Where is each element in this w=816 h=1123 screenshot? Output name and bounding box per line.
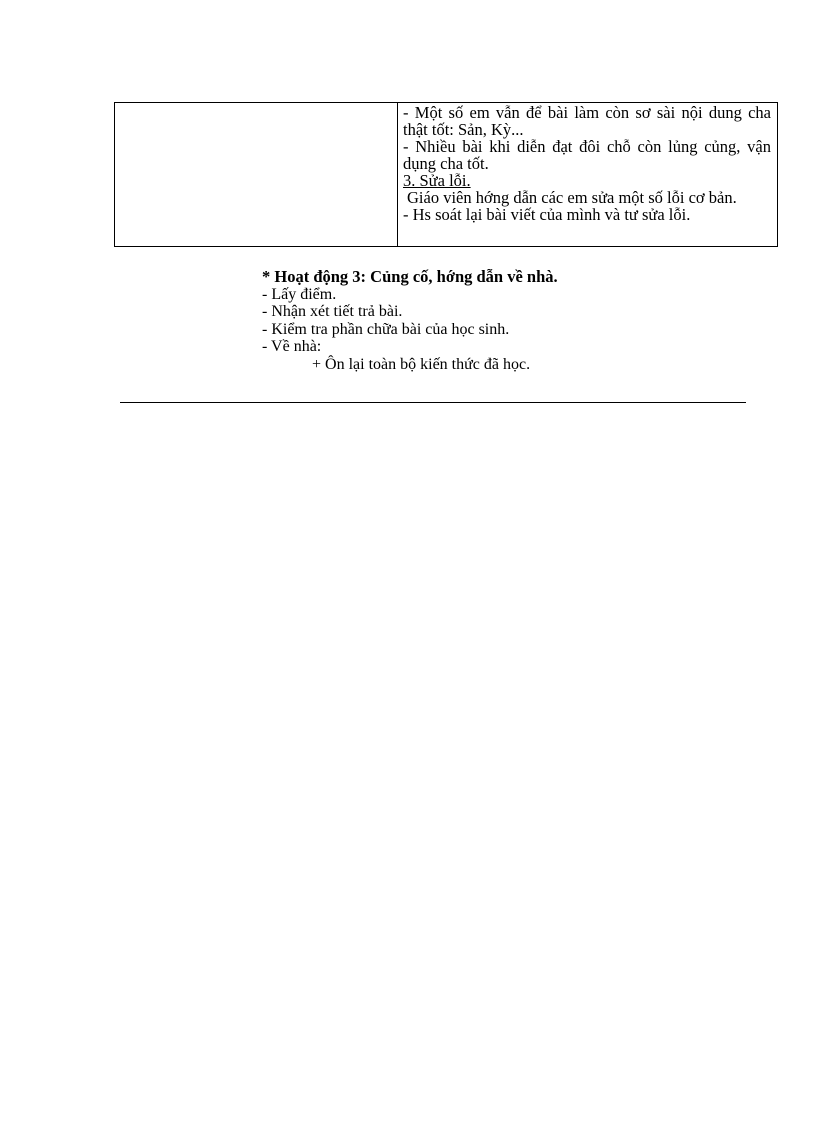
- activity-item-3: - Kiểm tra phần chữa bài của học sinh.: [262, 320, 510, 338]
- table-line-1: - Một số em vẫn để bài làm còn sơ sài nội dung cha thật tốt: Sản, Kỳ...: [403, 103, 771, 139]
- activity-item-1: - Lấy điểm.: [262, 285, 337, 303]
- table-line-4: Giáo viên hớng dẫn các em sửa một số lỗi cơ bản.: [407, 188, 737, 207]
- table-line-3: 3. Sửa lỗi.: [403, 171, 471, 190]
- lesson-table: [114, 102, 778, 247]
- activity-section: [262, 268, 742, 373]
- table-cell-left: [115, 103, 398, 246]
- table-line-2: - Nhiều bài khi diễn đạt đôi chỗ còn lủng củng, vận dụng cha tốt.: [403, 137, 771, 173]
- horizontal-divider: [120, 402, 746, 403]
- activity-heading: * Hoạt động 3: Củng cố, hớng dẫn về nhà.: [262, 267, 558, 286]
- activity-item-2: - Nhận xét tiết trả bài.: [262, 303, 403, 320]
- activity-item-4: - Về nhà:: [262, 338, 322, 355]
- activity-sub-item: + Ôn lại toàn bộ kiến thức đã học.: [312, 355, 531, 373]
- table-cell-right: [398, 103, 777, 246]
- table-line-5: - Hs soát lại bài viết của mình và tư sửa lỗi.: [403, 205, 691, 224]
